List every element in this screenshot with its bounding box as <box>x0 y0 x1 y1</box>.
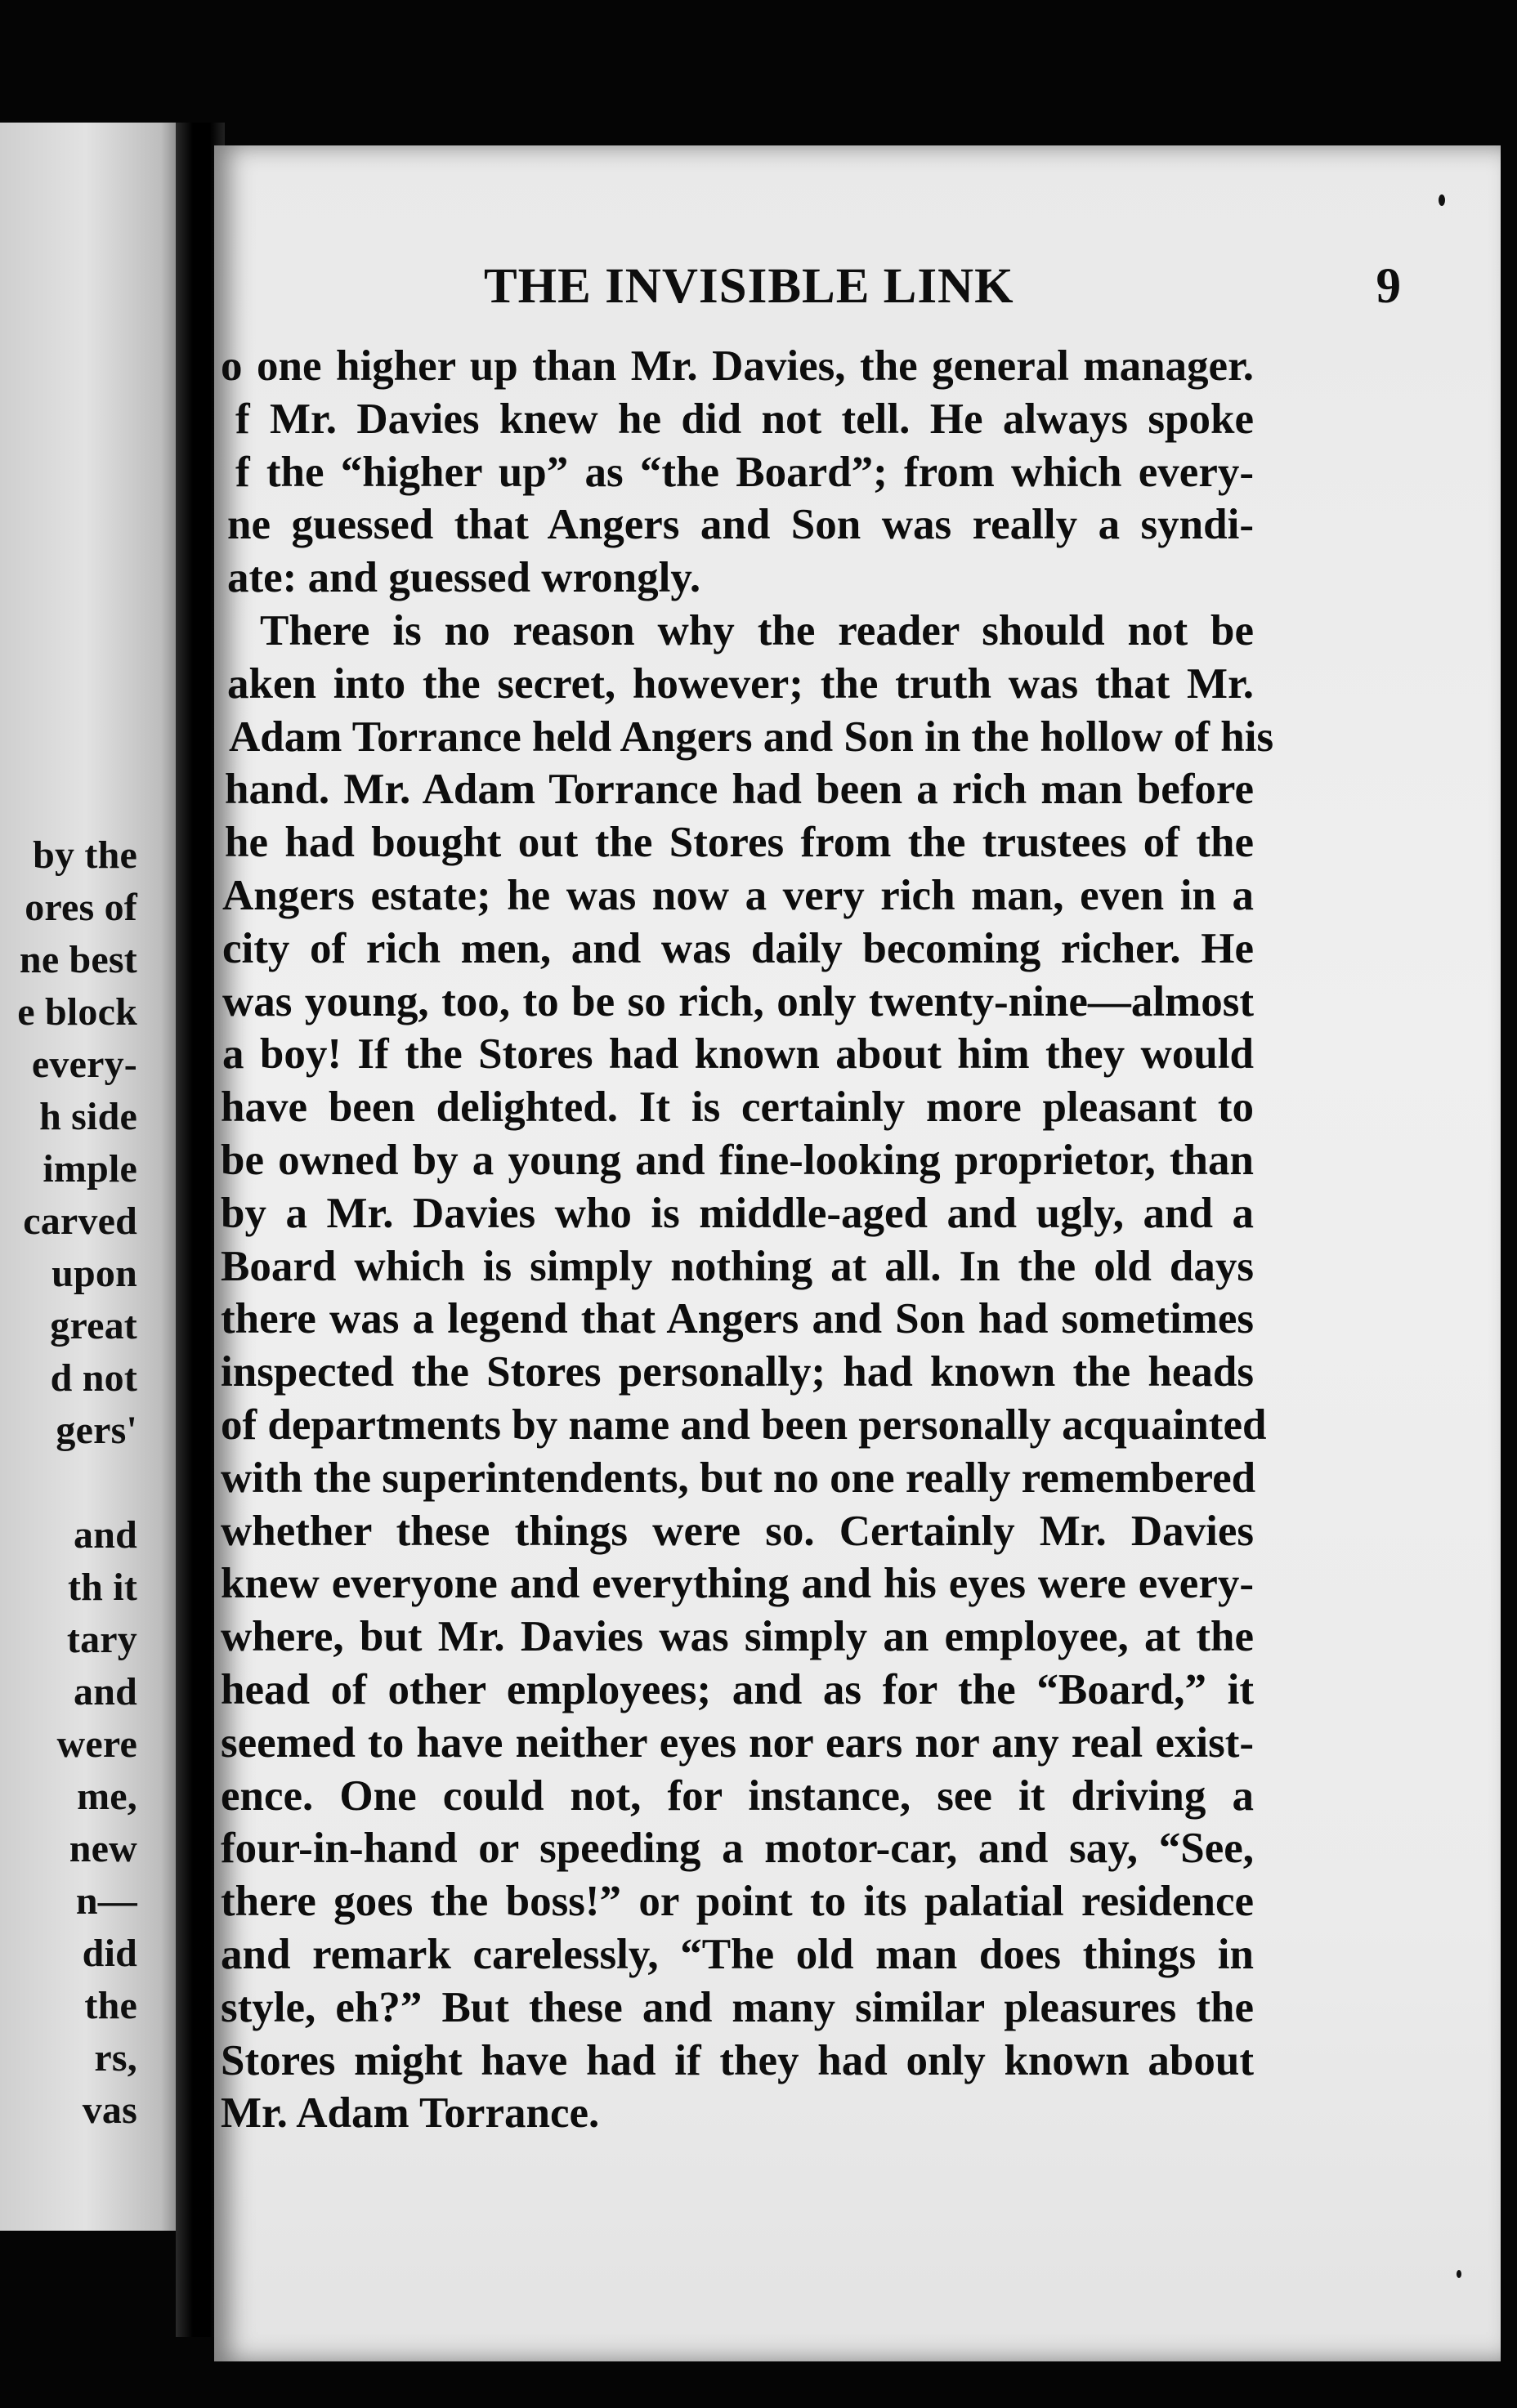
left-page-line: ores of <box>25 886 137 929</box>
text-line-content: Stores might have had if they had only known about <box>221 2036 1254 2084</box>
text-line-content: ence. One could not, for instance, see it driving a <box>221 1771 1254 1820</box>
running-title: THE INVISIBLE LINK <box>484 259 1014 314</box>
text-line <box>214 1717 1501 1770</box>
text-line <box>214 1293 1501 1346</box>
text-line-content: Board which is simply nothing at all. In the old days <box>221 1242 1254 1290</box>
text-line <box>214 2087 1501 2140</box>
text-line-content: there was a legend that Angers and Son had sometimes <box>221 1295 1254 1343</box>
ink-speck <box>1439 194 1445 206</box>
text-line <box>214 393 1501 446</box>
text-line <box>214 816 1501 869</box>
left-page-line: were <box>56 1722 137 1766</box>
text-line <box>214 605 1501 658</box>
text-line <box>214 1081 1501 1134</box>
text-line-content: ate: and guessed wrongly. <box>227 554 701 602</box>
left-page-line: rs, <box>94 2036 137 2080</box>
text-line-content: inspected the Stores personally; had known the heads <box>221 1348 1254 1396</box>
left-page-line: upon <box>51 1252 137 1295</box>
text-line-content: f the “higher up” as “the Board”; from which every- <box>235 448 1254 496</box>
left-page-line: and <box>74 1513 137 1557</box>
left-page-line: every- <box>31 1043 137 1086</box>
text-line <box>214 763 1501 816</box>
left-page-line: me, <box>77 1775 137 1818</box>
left-page-text <box>0 829 137 2137</box>
text-line-content: have been delighted. It is certainly more pleasant to <box>221 1083 1254 1132</box>
text-line <box>214 1187 1501 1240</box>
left-page-line: h side <box>39 1095 137 1138</box>
text-line-content: and remark carelessly, “The old man does things in <box>221 1930 1254 1978</box>
text-line <box>214 869 1501 923</box>
text-line <box>214 552 1501 605</box>
left-page-line: by the <box>33 833 137 877</box>
left-page-line: th it <box>68 1566 137 1609</box>
text-line <box>214 498 1501 552</box>
text-line-content: There is no reason why the reader should not be <box>260 606 1254 654</box>
text-line <box>214 1452 1501 1505</box>
text-line-content: he had bought out the Stores from the trustees of the <box>225 819 1254 867</box>
text-line-content: was young, too, to be so rich, only twenty-nine—almost <box>222 977 1254 1025</box>
text-line-content: by a Mr. Davies who is middle-aged and ugly, and a <box>221 1189 1254 1237</box>
text-line-content: city of rich men, and was daily becoming richer. He <box>222 924 1254 972</box>
body-text <box>214 340 1501 2140</box>
text-line <box>214 1505 1501 1558</box>
text-line-content: knew everyone and everything and his eyes were every- <box>221 1560 1254 1608</box>
text-line <box>214 1664 1501 1717</box>
left-page-line: n— <box>75 1879 137 1923</box>
text-line-content: Mr. Adam Torrance. <box>221 2089 600 2138</box>
text-line-content: aken into the secret, however; the truth was that Mr. <box>227 659 1254 708</box>
text-line-content: f Mr. Davies knew he did not tell. He always spoke <box>235 395 1254 443</box>
text-line-content: hand. Mr. Adam Torrance had been a rich man before <box>225 766 1254 814</box>
text-line <box>214 1028 1501 1081</box>
text-line <box>214 1822 1501 1875</box>
left-page-line: ne best <box>19 938 137 981</box>
text-line <box>214 1399 1501 1452</box>
text-line-content: a boy! If the Stores had known about him they would <box>222 1030 1254 1079</box>
left-facing-page <box>0 123 190 2231</box>
ink-speck <box>1457 2270 1461 2278</box>
text-line-content: of departments by name and been personally acquainted <box>221 1401 1267 1449</box>
text-line-content: ne guessed that Angers and Son was really a syndi- <box>227 501 1254 549</box>
text-line <box>214 658 1501 711</box>
text-line <box>214 1875 1501 1928</box>
text-line-content: whether these things were so. Certainly Mr. Davies <box>221 1507 1254 1555</box>
text-line <box>214 1134 1501 1187</box>
text-line <box>214 1240 1501 1293</box>
text-line <box>214 1557 1501 1611</box>
main-page <box>214 145 1501 2361</box>
left-page-line: and <box>74 1670 137 1713</box>
text-line-content: Adam Torrance held Angers and Son in the hollow of his <box>229 713 1274 761</box>
text-line-content: Angers estate; he was now a very rich man, even in a <box>222 871 1254 919</box>
left-page-line: carved <box>23 1200 137 1243</box>
text-line-content: seemed to have neither eyes nor ears nor any real exist- <box>221 1718 1254 1767</box>
left-page-line: tary <box>66 1618 137 1661</box>
text-line <box>214 340 1501 393</box>
left-page-line: imple <box>43 1147 137 1191</box>
text-line-content: where, but Mr. Davies was simply an employee, at the <box>221 1613 1254 1661</box>
left-page-line: gers' <box>56 1409 137 1452</box>
left-page-line: d not <box>50 1356 137 1400</box>
text-line <box>214 711 1501 764</box>
left-page-line: new <box>69 1827 137 1870</box>
text-line-content: with the superintendents, but no one really remembered <box>221 1454 1256 1502</box>
text-line <box>214 1981 1501 2035</box>
left-page-line: the <box>84 1984 137 2027</box>
text-line-content: style, eh?” But these and many similar pleasures the <box>221 1983 1254 2031</box>
text-line-content: be owned by a young and fine-looking proprietor, than <box>221 1136 1254 1184</box>
text-line <box>214 923 1501 976</box>
left-page-line: great <box>50 1304 137 1347</box>
left-page-line: did <box>82 1932 137 1975</box>
text-line <box>214 2035 1501 2088</box>
text-line <box>214 976 1501 1029</box>
running-head <box>214 258 1501 324</box>
text-line-content: there goes the boss!” or point to its palatial residence <box>221 1878 1254 1926</box>
text-line <box>214 446 1501 499</box>
text-line <box>214 1346 1501 1399</box>
left-page-line: e block <box>17 990 137 1034</box>
text-line-content: four-in-hand or speeding a motor-car, and say, “See, <box>221 1825 1254 1873</box>
text-line <box>214 1928 1501 1981</box>
text-line-content: o one higher up than Mr. Davies, the general manager. <box>221 342 1254 390</box>
text-line <box>214 1770 1501 1823</box>
left-page-line <box>0 1457 137 1509</box>
page-number: 9 <box>1376 259 1401 314</box>
text-line <box>214 1611 1501 1664</box>
text-line-content: head of other employees; and as for the “Board,” it <box>221 1665 1254 1713</box>
left-page-line: vas <box>82 2089 137 2132</box>
